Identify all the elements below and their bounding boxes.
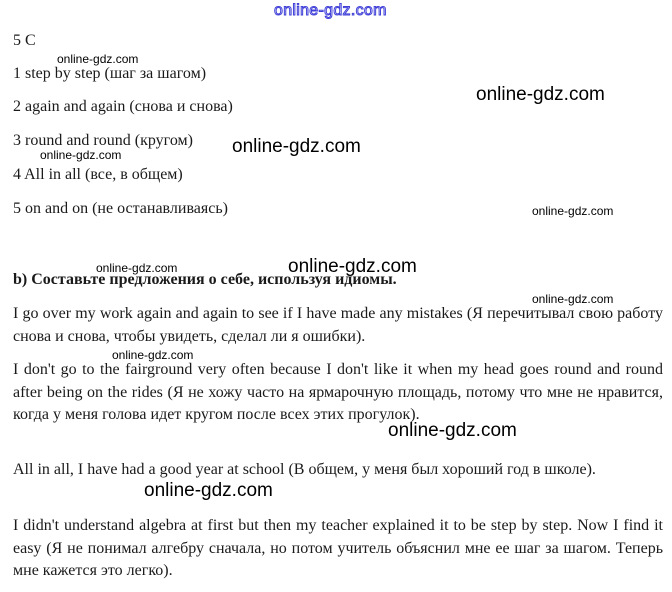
watermark-2: online-gdz.com bbox=[476, 84, 605, 105]
watermark-4: online-gdz.com bbox=[40, 148, 122, 162]
watermark-9: online-gdz.com bbox=[112, 348, 194, 362]
watermark-6: online-gdz.com bbox=[96, 261, 178, 275]
watermark-8: online-gdz.com bbox=[532, 292, 614, 306]
task-b-heading: b) Составьте предложения о себе, используя идиомы. bbox=[13, 271, 397, 288]
answer-item-5: 5 on and on (не останавливаясь) bbox=[13, 200, 228, 217]
answer-item-1: 1 step by step (шаг за шагом) bbox=[13, 65, 207, 82]
watermark-7: online-gdz.com bbox=[288, 256, 417, 277]
site-watermark-header: online-gdz.com bbox=[274, 2, 387, 19]
watermark-3: online-gdz.com bbox=[232, 136, 361, 157]
watermark-5: online-gdz.com bbox=[532, 204, 614, 218]
watermark-10: online-gdz.com bbox=[388, 420, 517, 441]
example-paragraph-2: I don't go to the fairground very often because I don't like it when my head goes round and round after being on the rides (Я не хожу часто на ярмарочную площадь, потому что мне не нравится, когда у меня голова идет кругом после всех этих прогулок). bbox=[13, 361, 663, 423]
watermark-1: online-gdz.com bbox=[57, 52, 139, 66]
example-paragraph-3: All in all, I have had a good year at school (В общем, у меня был хороший год в школе). bbox=[13, 461, 596, 478]
example-paragraph-4: I didn't understand algebra at first but then my teacher explained it to be step by step. Now I find it easy (Я не понимал алгебру сначала, но потом учитель объяснил мне ее шаг за шагом. Теперь мне кажется это легко). bbox=[13, 517, 663, 579]
answer-item-2: 2 again and again (снова и снова) bbox=[13, 98, 233, 115]
answer-item-3: 3 round and round (кругом) bbox=[13, 132, 193, 149]
answer-header: 5 C bbox=[13, 32, 36, 49]
answer-item-4: 4 All in all (все, в общем) bbox=[13, 166, 183, 183]
watermark-11: online-gdz.com bbox=[144, 480, 273, 501]
example-paragraph-1: I go over my work again and again to see if I have made any mistakes (Я перечитывал свою работу снова и снова, чтобы увидеть, сделал ли я ошибки). bbox=[13, 305, 663, 345]
